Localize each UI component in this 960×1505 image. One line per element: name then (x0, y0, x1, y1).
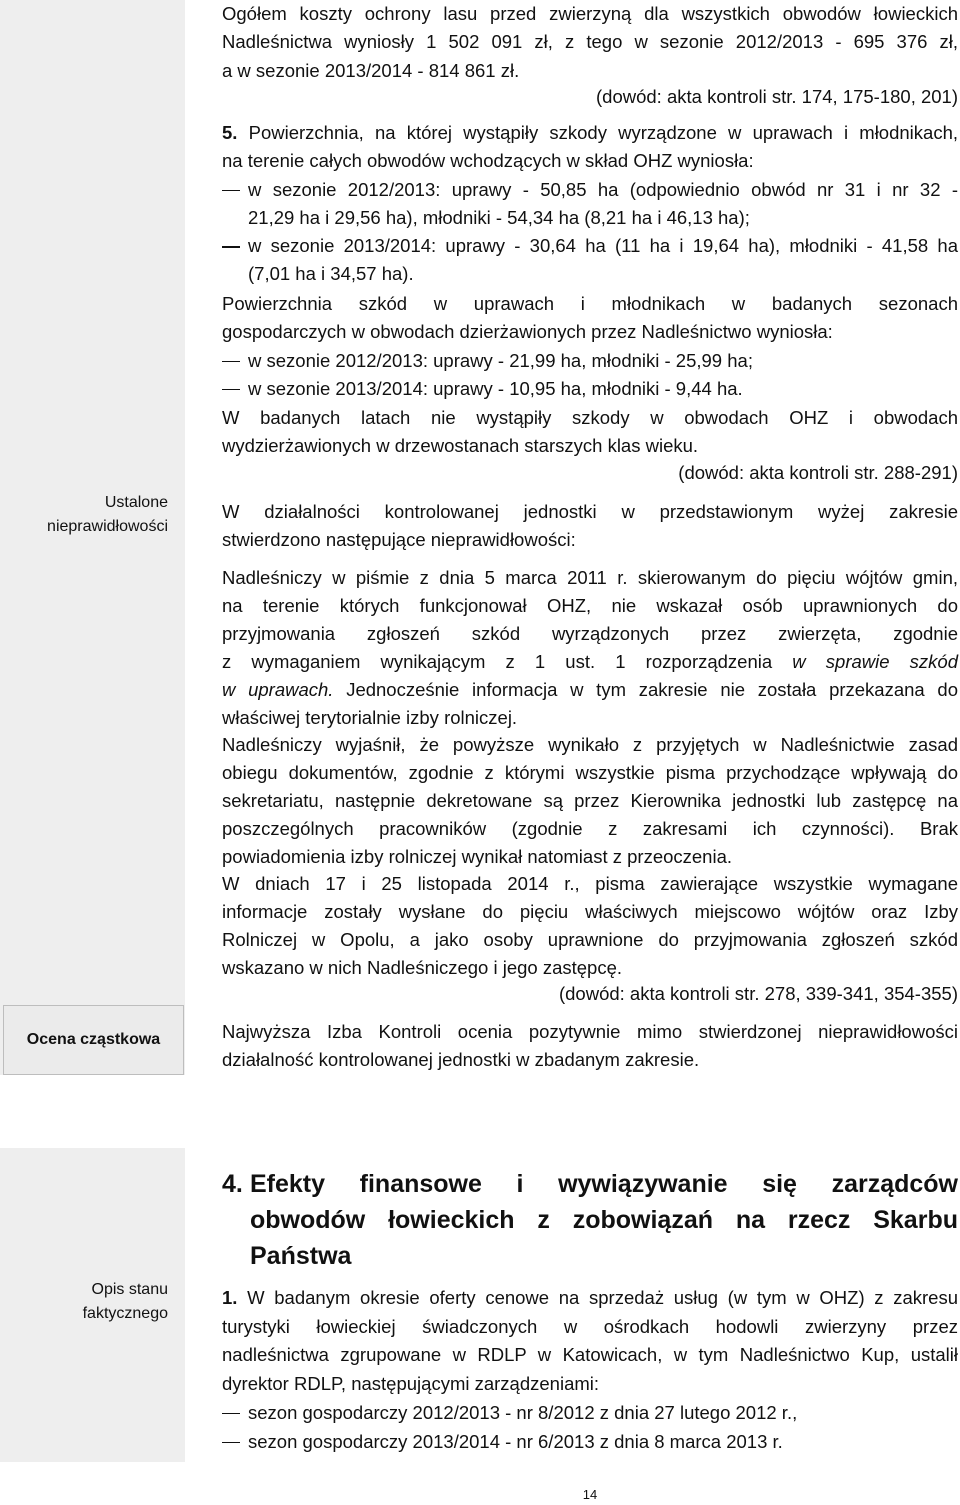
findings-label (47, 491, 168, 539)
text-segment: Powierzchnia, na której wystąpiły szkody wyrządzone w uprawach i młodnikach, (248, 122, 958, 143)
list-item (222, 232, 958, 289)
text-line: Nadleśniczy wyjaśnił, że powyższe wynikało z przyjętych w Nadleśnictwie zasad (222, 734, 958, 755)
heading-line: Efekty finansowe i wywiązywanie się zarządców (250, 1170, 958, 1198)
paragraph-assessment (222, 1018, 958, 1075)
paragraph-irregularities-intro (222, 498, 958, 555)
list-item (222, 375, 958, 403)
text-line: poszczególnych pracowników (zgodnie z zakresami ich czynności). Brak (222, 817, 958, 839)
text-line: a w sezonie 2013/2014 - 814 861 zł. (222, 59, 520, 81)
assessment-label-box (3, 1005, 184, 1075)
text-line: w sezonie 2013/2014: uprawy - 10,95 ha, młodniki - 9,44 ha. (248, 377, 743, 399)
text-line: przyjmowania zgłoszeń szkód wyrządzonych przez zwierzęta, zgodnie (222, 622, 958, 644)
text-line: sezon gospodarczy 2012/2013 - nr 8/2012 z dnia 27 lutego 2012 r., (248, 1401, 798, 1423)
dash-bullet-icon (222, 190, 240, 191)
text-segment: Jednocześnie informacja w tym zakresie nie została przekazana do (346, 678, 959, 700)
text-segment: z wymaganiem wynikającym z 1 ust. 1 rozporządzenia (222, 650, 773, 672)
regulation-title: w sprawie szkód (792, 650, 958, 672)
point-number: 5. (222, 122, 238, 143)
text-line: informacje zostały wysłane do pięciu właściwych miejscowo wójtów oraz Izby (222, 900, 958, 922)
text-line: wydzierżawionych w drzewostanach starszych klas wieku. (222, 435, 699, 457)
text-line: w sezonie 2012/2013: uprawy - 21,99 ha, młodniki - 25,99 ha; (248, 349, 753, 371)
text-line (222, 1284, 958, 1313)
paragraph-letter (222, 564, 958, 731)
dash-bullet-icon (222, 246, 240, 247)
paragraph-point-5-damage-area (222, 119, 958, 289)
dash-bullet-icon (222, 389, 240, 390)
dash-bullet-icon (222, 1413, 240, 1414)
text-line: Nadleśniczy w piśmie z dnia 5 marca 2011 r. skierowanym do pięciu wójtów gmin, (222, 567, 958, 588)
text-line: Nadleśnictwa wyniosły 1 502 091 zł, z tego w sezonie 2012/2013 - 695 376 zł, (222, 31, 958, 53)
paragraph-explanation (222, 731, 958, 871)
findings-label-line: Ustalone (104, 494, 168, 511)
paragraph-point-1-price-offers (222, 1284, 958, 1456)
regulation-title: w uprawach. (222, 678, 334, 700)
paragraph-protection-costs (222, 0, 958, 85)
facts-label-line: faktycznego (82, 1305, 168, 1322)
findings-label-line: nieprawidłowości (47, 518, 168, 535)
text-line (222, 676, 958, 704)
text-line (222, 119, 958, 147)
dash-bullet-icon (222, 361, 240, 362)
section-number: 4. (222, 1170, 243, 1198)
text-line: stwierdzono następujące nieprawidłowości: (222, 529, 576, 551)
list-item (222, 1428, 958, 1457)
text-line: nadleśnictwa zgrupowane w RDLP w Katowicach, w tym Nadleśnictwo Kup, ustalił (222, 1344, 958, 1366)
heading-line: Państwa (250, 1242, 352, 1270)
text-segment: W badanym okresie oferty cenowe na sprzedaż usług (w tym w OHZ) z zakresu (247, 1287, 958, 1308)
section-heading (222, 1166, 958, 1274)
point-number: 1. (222, 1287, 238, 1308)
evidence-reference: (dowód: akta kontroli str. 278, 339-341, 354-355) (558, 983, 958, 1004)
sidebar-findings-panel (0, 0, 185, 1075)
list-item (222, 176, 958, 233)
list-item (222, 347, 958, 375)
assessment-label: Ocena cząstkowa (26, 1031, 161, 1048)
text-line: gospodarczych w obwodach dzierżawionych przez Nadleśnictwo wyniosła: (222, 321, 833, 343)
text-line: Powierzchnia szkód w uprawach i młodnikach w badanych sezonach (222, 293, 958, 314)
text-line: W dniach 17 i 25 listopada 2014 r., pisma zawierające wszystkie wymagane (222, 873, 958, 894)
sidebar-facts-panel (0, 1148, 185, 1462)
text-line: dyrektor RDLP, następującymi zarządzeniami: (222, 1373, 600, 1395)
text-line: działalność kontrolowanej jednostki w zbadanym zakresie. (222, 1049, 700, 1071)
text-line (222, 648, 958, 676)
text-line: w sezonie 2013/2014: uprawy - 30,64 ha (11 ha i 19,64 ha), młodniki - 41,58 ha (248, 235, 958, 257)
evidence-reference: (dowód: akta kontroli str. 174, 175-180, 201) (596, 86, 958, 107)
facts-label-line: Opis stanu (91, 1281, 168, 1298)
text-line: Rolniczej w Opolu, a jako osoby uprawnione do przyjmowania zgłoszeń szkód (222, 928, 958, 950)
text-line: sezon gospodarczy 2013/2014 - nr 6/2013 z dnia 8 marca 2013 r. (248, 1430, 783, 1452)
text-line: W badanych latach nie wystąpiły szkody w obwodach OHZ i obwodach (222, 407, 958, 428)
text-line: turystyki łowieckiej świadczonych w ośrodkach hodowli zwierzyny przez (222, 1315, 958, 1337)
page-number: 14 (582, 1487, 598, 1502)
text-line: Najwyższa Izba Kontroli ocenia pozytywnie mimo stwierdzonej nieprawidłowości (222, 1021, 958, 1042)
paragraph-leased-areas (222, 290, 958, 403)
text-line: wskazano w nich Nadleśniczego i jego zastępcę. (222, 956, 623, 978)
evidence-reference: (dowód: akta kontroli str. 288-291) (678, 462, 958, 483)
dash-bullet-icon (222, 1442, 240, 1443)
heading-line: obwodów łowieckich z zobowiązań na rzecz Skarbu (250, 1206, 958, 1234)
list-item (222, 1399, 958, 1428)
facts-label (83, 1278, 168, 1326)
text-line: (7,01 ha i 34,57 ha). (248, 263, 414, 285)
text-line: Ogółem koszty ochrony lasu przed zwierzyną dla wszystkich obwodów łowieckich (222, 3, 958, 24)
text-line: w sezonie 2012/2013: uprawy - 50,85 ha (odpowiednio obwód nr 31 i nr 32 - (248, 178, 958, 200)
text-line: powiadomienia izby rolniczej wynikał natomiast z przeoczenia. (222, 845, 733, 867)
paragraph-remedy (222, 870, 958, 982)
text-line: 21,29 ha i 29,56 ha), młodniki - 54,34 ha (8,21 ha i 46,13 ha); (248, 206, 750, 228)
text-line: sekretariatu, następnie dekretowane są przez Kierownika jednostki lub zastępcę na (222, 789, 958, 811)
text-line: na terenie których funkcjonował OHZ, nie wskazał osób uprawnionych do (222, 594, 958, 616)
text-line: na terenie całych obwodów wchodzących w skład OHZ wyniosła: (222, 150, 754, 172)
text-line: W działalności kontrolowanej jednostki w przedstawionym wyżej zakresie (222, 501, 958, 522)
paragraph-older-stands (222, 404, 958, 461)
text-line: właściwej terytorialnie izby rolniczej. (222, 706, 518, 728)
text-line: obiegu dokumentów, zgodnie z którymi wszystkie pisma przychodzące wpływają do (222, 761, 958, 783)
